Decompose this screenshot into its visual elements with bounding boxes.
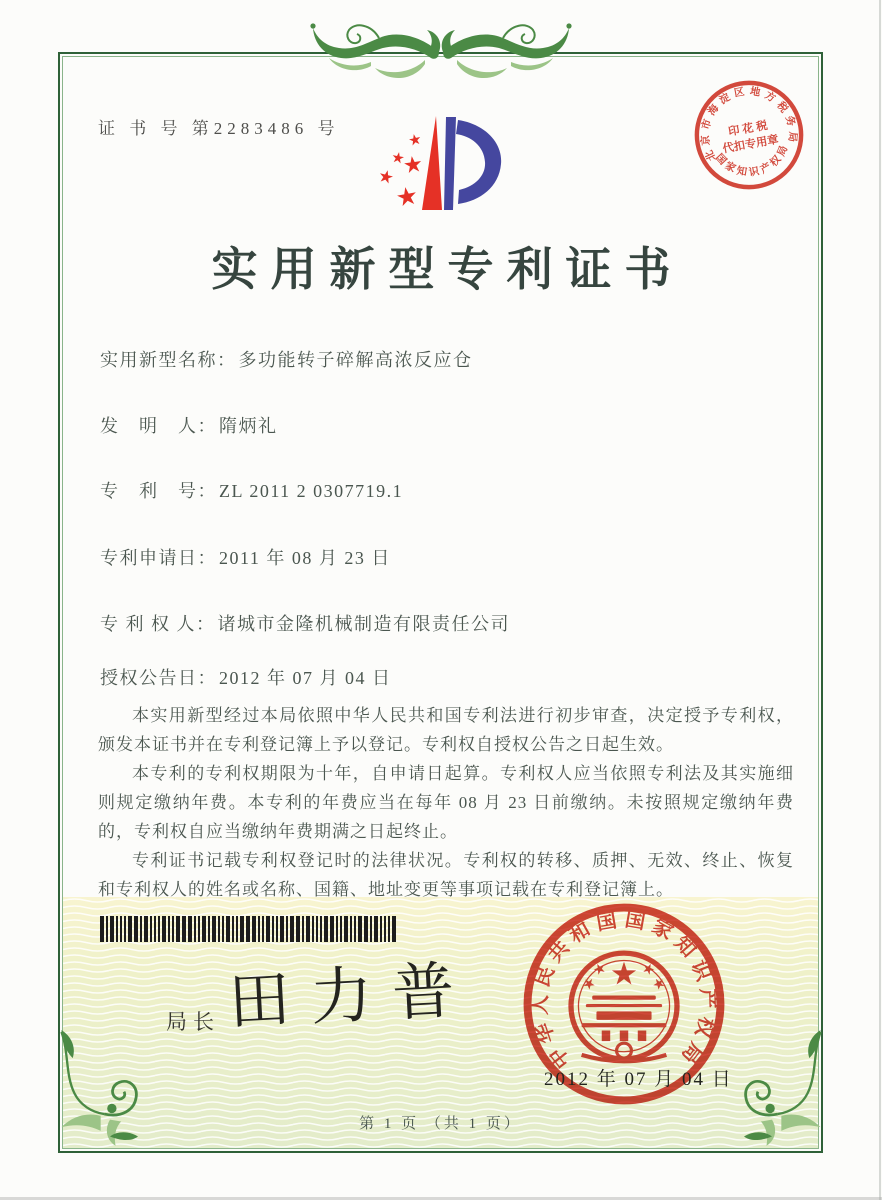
official-seal-arc-text: 中华人民共和国国家知识产权局 <box>529 908 719 1073</box>
field-label: 专 利 号： <box>100 481 217 501</box>
barcode-bar <box>336 916 338 942</box>
barcode-bar <box>124 916 126 942</box>
field-value: 2012 年 07 月 04 日 <box>219 668 392 688</box>
barcode-bar <box>302 916 304 942</box>
barcode-bar <box>128 916 132 942</box>
barcode-bar <box>218 916 220 942</box>
tax-stamp-center-line1: 印 花 税 <box>727 119 769 139</box>
field-label: 授权公告日： <box>100 668 217 688</box>
barcode <box>100 916 412 942</box>
barcode-bar <box>232 916 234 942</box>
tax-stamp-center-line2: 代扣专用章 <box>721 133 780 156</box>
field-utility-model-name <box>100 346 473 372</box>
barcode-bar <box>258 916 260 942</box>
barcode-bar <box>212 916 216 942</box>
tax-stamp-arc-bottom-text: 国家知识产权局 <box>712 141 792 179</box>
tax-stamp-seal <box>681 67 818 204</box>
barcode-bar <box>188 916 192 942</box>
barcode-bar <box>168 916 170 942</box>
barcode-bar <box>240 916 244 942</box>
field-value: 隋炳礼 <box>219 416 278 436</box>
field-grant-date <box>100 664 392 690</box>
barcode-bar <box>312 916 314 942</box>
barcode-bar <box>316 916 318 942</box>
barcode-bar <box>252 916 256 942</box>
barcode-bar <box>110 916 114 942</box>
barcode-bar <box>296 916 300 942</box>
barcode-bar <box>320 916 322 942</box>
barcode-bar <box>176 916 180 942</box>
barcode-bar <box>194 916 196 942</box>
barcode-bar <box>330 916 334 942</box>
barcode-bar <box>388 916 390 942</box>
field-label: 专利申请日： <box>100 548 217 568</box>
commissioner-label: 局长 <box>166 1010 220 1034</box>
barcode-bar <box>140 916 142 942</box>
barcode-bar <box>272 916 274 942</box>
barcode-bar <box>246 916 250 942</box>
barcode-bar <box>236 916 238 942</box>
logo-red-wedge <box>422 116 442 210</box>
barcode-bar <box>262 916 264 942</box>
cnipa-logo <box>352 106 512 218</box>
barcode-bar <box>370 916 372 942</box>
field-inventor <box>100 412 278 438</box>
field-patentee <box>100 610 510 636</box>
barcode-bar <box>162 916 166 942</box>
barcode-bar <box>324 916 328 942</box>
barcode-bar <box>182 916 186 942</box>
legal-paragraph-2: 本专利的专利权期限为十年，自申请日起算。专利权人应当依照专利法及其实施细则规定缴纳年费。本专利的年费应当在每年 08 月 23 日前缴纳。未按照规定缴纳年费的，专利权自应当缴纳年费期满之日起终止。 <box>98 764 794 841</box>
barcode-bar <box>222 916 224 942</box>
field-label: 发 明 人： <box>100 416 217 436</box>
page-number-footer: 第 1 页 （共 1 页） <box>359 1116 522 1132</box>
field-value: ZL 2011 2 0307719.1 <box>219 481 404 501</box>
barcode-bar <box>106 916 108 942</box>
barcode-bar <box>280 916 284 942</box>
legal-paragraph-1: 本实用新型经过本局依照中华人民共和国专利法进行初步审查，决定授予专利权，颁发本证书并在专利登记簿上予以登记。专利权自授权公告之日起生效。 <box>98 706 794 754</box>
barcode-bar <box>144 916 148 942</box>
barcode-bar <box>208 916 210 942</box>
certificate-number: 证 书 号 第2283486 号 <box>98 119 340 138</box>
barcode-bar <box>344 916 348 942</box>
legal-paragraph-3: 专利证书记载专利权登记时的法律状况。专利权的转移、质押、无效、终止、恢复和专利权人的姓名或名称、国籍、地址变更等事项记载在专利登记簿上。 <box>98 851 794 899</box>
barcode-bar <box>374 916 378 942</box>
barcode-bar <box>392 916 396 942</box>
barcode-bar <box>120 916 122 942</box>
barcode-bar <box>116 916 118 942</box>
issue-date: 2012 年 07 月 04 日 <box>544 1069 733 1090</box>
barcode-bar <box>202 916 206 942</box>
barcode-bar <box>226 916 230 942</box>
field-value: 诸城市金隆机械制造有限责任公司 <box>217 614 510 634</box>
barcode-bar <box>354 916 356 942</box>
barcode-bar <box>340 916 342 942</box>
tax-stamp-arc-top-text: 北京市海淀区地方税务局 <box>700 86 798 163</box>
field-label: 实用新型名称： <box>100 350 237 370</box>
field-patent-number <box>100 477 403 503</box>
logo-stars-icon <box>378 133 422 207</box>
national-emblem <box>571 953 677 1061</box>
logo-blue-bowl <box>456 120 501 204</box>
barcode-bar <box>358 916 362 942</box>
barcode-bar <box>198 916 200 942</box>
top-scroll-ornament <box>291 6 591 96</box>
barcode-bar <box>286 916 288 942</box>
field-application-date <box>100 544 391 570</box>
barcode-bar <box>290 916 294 942</box>
barcode-bar <box>276 916 278 942</box>
certificate-title: 实用新型专利证书 <box>211 244 684 295</box>
barcode-bar <box>306 916 310 942</box>
logo-blue-bar <box>444 117 456 210</box>
legal-text-block <box>98 701 794 904</box>
barcode-bar <box>350 916 352 942</box>
barcode-bar <box>364 916 368 942</box>
scan-edge-artifact-right <box>879 0 881 1200</box>
barcode-bar <box>266 916 270 942</box>
barcode-bar <box>150 916 152 942</box>
barcode-bar <box>158 916 160 942</box>
field-value: 2011 年 08 月 23 日 <box>219 548 391 568</box>
barcode-bar <box>380 916 382 942</box>
barcode-bar <box>134 916 138 942</box>
barcode-bar <box>100 916 104 942</box>
barcode-bar <box>154 916 156 942</box>
barcode-bar <box>172 916 174 942</box>
field-label: 专 利 权 人： <box>100 614 216 634</box>
commissioner-signature: 田力普 <box>226 956 476 1038</box>
field-value: 多功能转子碎解高浓反应仓 <box>238 350 473 370</box>
barcode-bar <box>384 916 386 942</box>
